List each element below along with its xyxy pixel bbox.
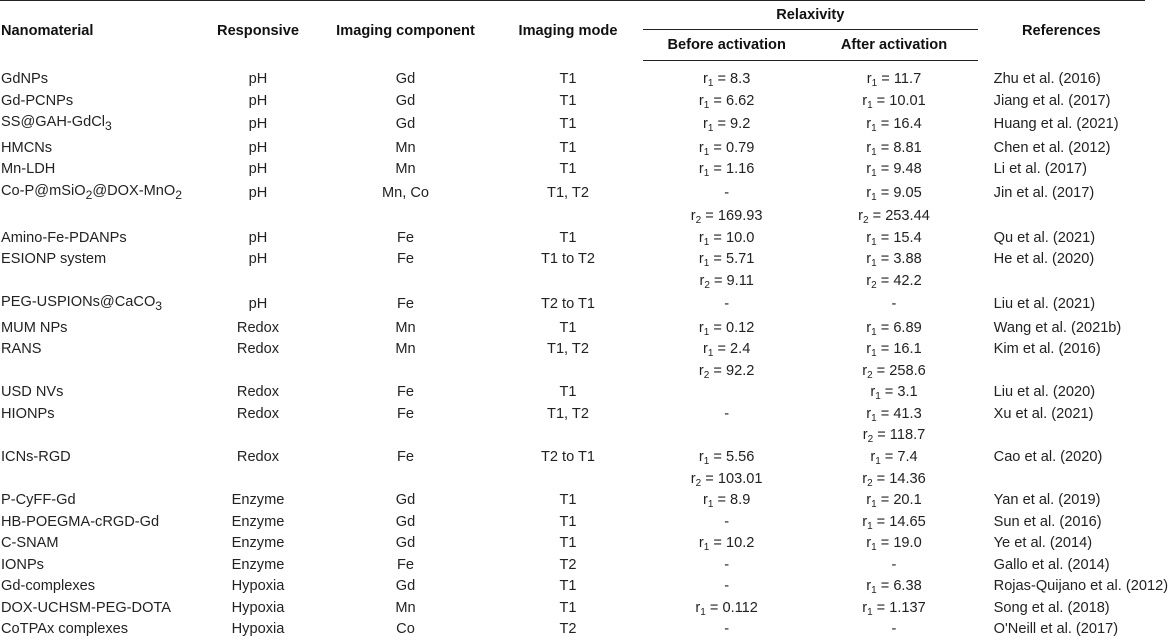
nanomaterial-cell bbox=[0, 271, 198, 293]
table-row bbox=[0, 292, 1145, 317]
imaging-component-cell: Mn bbox=[395, 319, 416, 336]
imaging-component-cell bbox=[318, 361, 493, 383]
imaging-component-cell: Fe bbox=[396, 405, 415, 422]
imaging-mode-cell bbox=[493, 425, 643, 447]
reference-cell bbox=[978, 206, 1145, 228]
responsive-cell: Redox bbox=[236, 384, 280, 401]
after-activation-cell: $r_1 = 9.48$ bbox=[866, 161, 922, 180]
responsive-cell: pH bbox=[248, 184, 268, 201]
imaging-mode-cell: T1 bbox=[559, 513, 577, 530]
table-row bbox=[0, 228, 1145, 250]
before-activation-cell: $r_2 = 169.93$ bbox=[690, 208, 763, 227]
imaging-mode-cell bbox=[493, 206, 643, 228]
table-row bbox=[0, 361, 1145, 383]
imaging-mode-cell: T2 to T1 bbox=[540, 296, 596, 313]
before-activation-cell: $r_2 = 92.2$ bbox=[698, 362, 755, 381]
table-row bbox=[0, 159, 1145, 181]
after-activation-cell: $r_1 = 41.3$ bbox=[866, 405, 922, 424]
imaging-mode-cell: T1, T2 bbox=[547, 405, 589, 422]
reference-cell: Li et al. (2017) bbox=[993, 161, 1087, 178]
imaging-component-cell: Fe bbox=[396, 384, 415, 401]
imaging-mode-cell: T2 to T1 bbox=[540, 449, 596, 466]
reference-cell bbox=[978, 469, 1145, 491]
imaging-component-cell: Co bbox=[396, 621, 415, 638]
after-activation-cell: - bbox=[891, 556, 897, 573]
imaging-component-cell: Gd bbox=[395, 578, 416, 595]
after-activation-cell: $r_2 = 42.2$ bbox=[866, 272, 922, 291]
nanomaterial-cell: Gd-complexes bbox=[1, 578, 96, 595]
imaging-component-cell bbox=[318, 425, 493, 447]
header-references: References bbox=[978, 1, 1145, 61]
before-activation-cell: $r_1 = 6.62$ bbox=[698, 92, 755, 111]
imaging-component-cell: Mn, Co bbox=[381, 184, 430, 201]
header-responsive: Responsive bbox=[198, 1, 318, 61]
table-row bbox=[0, 91, 1145, 113]
table-row bbox=[0, 533, 1145, 555]
table-row bbox=[0, 512, 1145, 534]
responsive-cell: Hypoxia bbox=[231, 621, 285, 638]
imaging-mode-cell: T2 bbox=[559, 556, 577, 573]
imaging-mode-cell: T1 bbox=[559, 139, 577, 156]
responsive-cell bbox=[198, 361, 318, 383]
after-activation-cell: $r_1 = 11.7$ bbox=[866, 71, 922, 89]
reference-cell: Kim et al. (2016) bbox=[993, 341, 1101, 358]
before-activation-cell: - bbox=[724, 513, 730, 530]
imaging-component-cell: Gd bbox=[395, 71, 416, 87]
after-activation-cell: $r_1 = 15.4$ bbox=[866, 229, 922, 248]
before-activation-cell: $r_1 = 9.2$ bbox=[702, 116, 751, 135]
before-activation-cell: $r_1 = 2.4$ bbox=[702, 341, 751, 360]
nanomaterial-cell bbox=[0, 361, 198, 383]
after-activation-cell: $r_2 = 118.7$ bbox=[862, 427, 926, 446]
after-activation-cell: $r_1 = 10.01$ bbox=[862, 92, 926, 111]
imaging-component-cell: Fe bbox=[396, 251, 415, 268]
after-activation-cell: $r_1 = 20.1$ bbox=[866, 492, 922, 511]
before-activation-cell: - bbox=[724, 296, 730, 313]
imaging-mode-cell: T1 bbox=[559, 319, 577, 336]
reference-cell: He et al. (2020) bbox=[993, 251, 1095, 268]
imaging-component-cell: Fe bbox=[396, 449, 415, 466]
imaging-component-cell: Fe bbox=[396, 296, 415, 313]
responsive-cell: Redox bbox=[236, 449, 280, 466]
imaging-component-cell: Gd bbox=[395, 535, 416, 552]
table-row bbox=[0, 249, 1145, 271]
table-row bbox=[0, 447, 1145, 469]
responsive-cell: Redox bbox=[236, 341, 280, 358]
after-activation-cell: $r_1 = 16.4$ bbox=[866, 116, 922, 135]
header-after-activation: After activation bbox=[810, 30, 977, 61]
nanomaterial-cell: RANS bbox=[1, 341, 42, 358]
responsive-cell: Enzyme bbox=[231, 535, 285, 552]
nanomaterial-cell: ESIONP system bbox=[1, 251, 107, 268]
after-activation-cell: $r_1 = 3.1$ bbox=[870, 384, 918, 403]
imaging-mode-cell: T1 bbox=[559, 535, 577, 552]
reference-cell bbox=[978, 361, 1145, 383]
before-activation-cell: $r_1 = 5.71$ bbox=[698, 251, 755, 270]
imaging-mode-cell: T1 bbox=[559, 71, 577, 87]
imaging-component-cell: Mn bbox=[395, 599, 416, 616]
before-activation-cell: $r_2 = 103.01$ bbox=[690, 470, 763, 489]
after-activation-cell: $r_1 = 14.65$ bbox=[862, 513, 926, 532]
imaging-component-cell: Mn bbox=[395, 341, 416, 358]
before-activation-cell: $r_1 = 5.56$ bbox=[698, 449, 755, 468]
before-activation-cell: - bbox=[724, 556, 730, 573]
after-activation-cell: $r_1 = 16.1$ bbox=[866, 341, 922, 360]
imaging-component-cell: Gd bbox=[395, 513, 416, 530]
nanomaterial-cell: GdNPs bbox=[1, 71, 49, 87]
table-row bbox=[0, 112, 1145, 137]
reference-cell: Wang et al. (2021b) bbox=[993, 319, 1122, 336]
before-activation-cell: - bbox=[724, 578, 730, 595]
responsive-cell bbox=[198, 469, 318, 491]
imaging-component-cell: Gd bbox=[395, 492, 416, 509]
nanomaterial-cell: Mn-LDH bbox=[1, 161, 56, 178]
after-activation-cell: $r_2 = 14.36$ bbox=[862, 470, 926, 489]
nanomaterial-cell: Gd-PCNPs bbox=[1, 92, 74, 109]
spacer-row bbox=[0, 61, 1145, 70]
nanomaterial-cell: C-SNAM bbox=[1, 535, 59, 552]
responsive-cell: Enzyme bbox=[231, 513, 285, 530]
after-activation-cell: $r_1 = 8.81$ bbox=[866, 139, 922, 158]
after-activation-cell: $r_1 = 1.137$ bbox=[862, 599, 926, 618]
nanomaterial-cell: HB-POEGMA-cRGD-Gd bbox=[1, 513, 160, 530]
imaging-component-cell: Gd bbox=[395, 92, 416, 109]
responsive-cell: Enzyme bbox=[231, 492, 285, 509]
imaging-mode-cell: T1 bbox=[559, 578, 577, 595]
imaging-mode-cell bbox=[493, 271, 643, 293]
before-activation-cell: $r_1 = 8.9$ bbox=[702, 492, 751, 511]
nanomaterial-cell: Amino-Fe-PDANPs bbox=[1, 229, 127, 246]
table-row bbox=[0, 69, 1145, 91]
after-activation-cell: $r_1 = 6.89$ bbox=[866, 319, 922, 338]
imaging-mode-cell: T1 to T2 bbox=[540, 251, 596, 268]
table-row bbox=[0, 382, 1145, 404]
responsive-cell: Redox bbox=[236, 405, 280, 422]
table-row bbox=[0, 318, 1145, 340]
before-activation-cell: - bbox=[724, 621, 730, 638]
imaging-component-cell bbox=[318, 206, 493, 228]
nanomaterial-cell: USD NVs bbox=[1, 384, 64, 401]
nanomaterial-cell: ICNs-RGD bbox=[1, 449, 71, 466]
reference-cell bbox=[978, 425, 1145, 447]
nanomaterial-cell: MUM NPs bbox=[1, 319, 68, 336]
before-activation-cell bbox=[643, 382, 810, 404]
after-activation-cell: $r_1 = 6.38$ bbox=[866, 578, 922, 597]
imaging-mode-cell: T1, T2 bbox=[547, 184, 589, 201]
reference-cell: Sun et al. (2016) bbox=[993, 513, 1102, 530]
responsive-cell: pH bbox=[248, 251, 268, 268]
reference-cell: Ye et al. (2014) bbox=[993, 535, 1093, 552]
responsive-cell: Enzyme bbox=[231, 556, 285, 573]
nanomaterial-cell: SS@GAH-GdCl$_3$ bbox=[1, 114, 112, 133]
before-activation-cell: - bbox=[724, 405, 730, 422]
imaging-mode-cell: T1 bbox=[559, 161, 577, 178]
after-activation-cell: - bbox=[891, 296, 897, 313]
imaging-mode-cell bbox=[493, 469, 643, 491]
reference-cell: Xu et al. (2021) bbox=[993, 405, 1094, 422]
table-body bbox=[0, 61, 1168, 641]
before-activation-cell: $r_1 = 1.16$ bbox=[698, 161, 755, 180]
reference-cell: Liu et al. (2020) bbox=[993, 384, 1096, 401]
header-before-activation: Before activation bbox=[643, 30, 810, 61]
responsive-cell: pH bbox=[248, 296, 268, 313]
before-activation-cell: $r_1 = 10.0$ bbox=[698, 229, 755, 248]
reference-cell: Gallo et al. (2014) bbox=[993, 556, 1110, 573]
table-row bbox=[0, 181, 1145, 206]
table-row bbox=[0, 138, 1145, 160]
after-activation-cell: $r_1 = 7.4$ bbox=[870, 449, 918, 468]
responsive-cell: pH bbox=[248, 229, 268, 246]
imaging-component-cell: Mn bbox=[395, 161, 416, 178]
reference-cell: Qu et al. (2021) bbox=[993, 229, 1096, 246]
imaging-component-cell: Fe bbox=[396, 556, 415, 573]
responsive-cell: Hypoxia bbox=[231, 599, 285, 616]
table-row bbox=[0, 619, 1145, 641]
header-relaxivity: Relaxivity bbox=[643, 1, 978, 30]
imaging-mode-cell: T1 bbox=[559, 599, 577, 616]
before-activation-cell: $r_1 = 8.3$ bbox=[702, 71, 751, 89]
nanomaterial-cell bbox=[0, 206, 198, 228]
responsive-cell: pH bbox=[248, 71, 268, 87]
after-activation-cell: $r_1 = 9.05$ bbox=[866, 184, 922, 203]
nanomaterial-cell: IONPs bbox=[1, 556, 44, 573]
imaging-mode-cell: T1 bbox=[559, 116, 577, 133]
imaging-mode-cell: T1 bbox=[559, 384, 577, 401]
before-activation-cell: $r_1 = 0.12$ bbox=[698, 319, 755, 338]
reference-cell bbox=[978, 271, 1145, 293]
responsive-cell: Hypoxia bbox=[231, 578, 285, 595]
nanomaterial-cell: HMCNs bbox=[1, 139, 53, 156]
imaging-mode-cell: T2 bbox=[559, 621, 577, 638]
nanomaterial-cell: PEG-USPIONs@CaCO$_3$ bbox=[1, 294, 163, 314]
imaging-mode-cell: T1 bbox=[559, 492, 577, 509]
responsive-cell bbox=[198, 271, 318, 293]
after-activation-cell: $r_2 = 253.44$ bbox=[858, 208, 930, 227]
imaging-component-cell: Gd bbox=[395, 116, 416, 133]
table-row bbox=[0, 404, 1145, 426]
table-row bbox=[0, 598, 1145, 620]
after-activation-cell: $r_2 = 258.6$ bbox=[862, 362, 926, 381]
reference-cell: Liu et al. (2021) bbox=[993, 296, 1096, 313]
nanomaterial-cell: Co-P@mSiO$_2$@DOX-MnO$_2$ bbox=[1, 182, 183, 202]
reference-cell: Song et al. (2018) bbox=[993, 599, 1110, 616]
nanomaterial-cell: P-CyFF-Gd bbox=[1, 492, 76, 509]
responsive-cell: pH bbox=[248, 139, 268, 156]
table-row bbox=[0, 490, 1145, 512]
before-activation-cell: $r_2 = 9.11$ bbox=[699, 272, 754, 291]
imaging-component-cell: Mn bbox=[395, 139, 416, 156]
reference-cell: O'Neill et al. (2017) bbox=[993, 621, 1119, 638]
nanomaterial-cell: HIONPs bbox=[1, 405, 55, 422]
imaging-component-cell bbox=[318, 469, 493, 491]
header-imaging-component: Imaging component bbox=[318, 1, 493, 61]
header-imaging-mode: Imaging mode bbox=[493, 1, 643, 61]
responsive-cell: pH bbox=[248, 116, 268, 133]
responsive-cell bbox=[198, 425, 318, 447]
after-activation-cell: - bbox=[891, 621, 897, 638]
imaging-mode-cell: T1 bbox=[559, 229, 577, 246]
reference-cell: Cao et al. (2020) bbox=[993, 449, 1103, 466]
nanomaterial-cell bbox=[0, 469, 198, 491]
responsive-cell bbox=[198, 206, 318, 228]
after-activation-cell: $r_1 = 19.0$ bbox=[866, 535, 922, 554]
reference-cell: Huang et al. (2021) bbox=[993, 116, 1119, 133]
before-activation-cell: - bbox=[724, 184, 730, 201]
imaging-component-cell bbox=[318, 271, 493, 293]
responsive-cell: pH bbox=[248, 161, 268, 178]
header-nanomaterial: Nanomaterial bbox=[0, 1, 198, 61]
responsive-cell: pH bbox=[248, 92, 268, 109]
before-activation-cell bbox=[643, 425, 810, 447]
reference-cell: Rojas-Quijano et al. (2012) bbox=[993, 578, 1168, 595]
table-row bbox=[0, 425, 1145, 447]
table-row bbox=[0, 469, 1145, 491]
nanomaterial-cell: CoTPAx complexes bbox=[1, 621, 129, 638]
table-row bbox=[0, 206, 1145, 228]
imaging-component-cell: Fe bbox=[396, 229, 415, 246]
imaging-mode-cell bbox=[493, 361, 643, 383]
reference-cell: Zhu et al. (2016) bbox=[993, 71, 1101, 87]
table-row bbox=[0, 576, 1145, 598]
reference-cell: Jiang et al. (2017) bbox=[993, 92, 1111, 109]
reference-cell: Yan et al. (2019) bbox=[993, 492, 1101, 509]
reference-cell: Chen et al. (2012) bbox=[993, 139, 1111, 156]
before-activation-cell: $r_1 = 0.112$ bbox=[695, 599, 758, 618]
responsive-cell: Redox bbox=[236, 319, 280, 336]
imaging-mode-cell: T1, T2 bbox=[547, 341, 589, 358]
reference-cell: Jin et al. (2017) bbox=[993, 184, 1095, 201]
table-row bbox=[0, 271, 1145, 293]
after-activation-cell: $r_1 = 3.88$ bbox=[866, 251, 922, 270]
before-activation-cell: $r_1 = 0.79$ bbox=[698, 139, 755, 158]
table-row bbox=[0, 555, 1145, 577]
before-activation-cell: $r_1 = 10.2$ bbox=[698, 535, 755, 554]
nanomaterial-cell: DOX-UCHSM-PEG-DOTA bbox=[1, 599, 171, 616]
table-row bbox=[0, 339, 1145, 361]
imaging-mode-cell: T1 bbox=[559, 92, 577, 109]
nanomaterial-cell bbox=[0, 425, 198, 447]
